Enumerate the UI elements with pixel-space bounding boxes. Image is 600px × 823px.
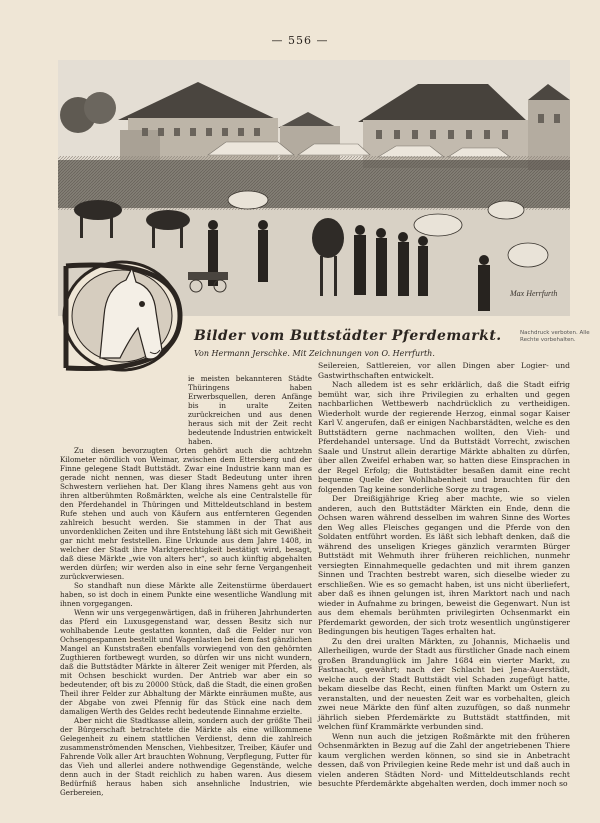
paragraph: Wenn nun auch die jetzigen Roßmärkte mit den früheren Ochsenmärkten in Bezug auf die Zahl der angetriebenen Thiere kaum verglichen werden können, so sind sie in Anbetracht dessen, daß von Privilegien keine Rede mehr ist und daß auch in vielen anderen Städten Nord- und Mitteldeutschlands recht besuchte Pferdemärkte abgehalten werden, doch immer noch so [318,731,570,788]
text-column-left [60,374,312,797]
article-title: Bilder vom Buttstädter Pferdemarkt. [194,328,502,344]
paragraph: Seilereien, Sattlereien, vor allen Dingen aber Logier- und Gastwirthschaften entwickelt. [318,361,570,380]
paragraph: Wenn wir uns vergegenwärtigen, daß in früheren Jahrhunderten das Pferd ein Luxusgegenstand war, dessen Besitz sich nur wohlhabende Leute gestatten konnten, daß die Felder nur von Ochsengespannen bestellt und Wagenlasten bei dem fast gänzlichen Mangel an Kunststraßen ebenfalls vorwiegend von den gehörnten Zugthieren fortbewegt wurden, so dürfen wir uns nicht wundern, daß die Buttstädter Märkte in älterer Zeit weniger mit Pferden, als mit Ochsen beschickt wurden. Der Antrieb war aber ein so bedeutender, oft bis zu 20000 Stück, daß die Stadt, die einen großen Theil ihrer Felder zur Abhaltung der Märkte einräumen mußte, aus der Abgabe von zwei Pfennig für das Stück eine nach dem damaligen Werth des Geldes recht bedeutende Einnahme erzielte. [60,608,312,716]
reprint-notice: Nachdruck verboten. Alle Rechte vorbehalten. [520,330,590,343]
horse-head-initial-medallion [60,258,188,376]
lead-paragraph: ie meisten bekannteren Städte Thüringens haben Erwerbsquellen, deren Anfänge bis in uralte Zeiten zurückreichen und aus denen heraus sich mit der Zeit recht bedeutende Industrien entwickelt haben. [188,374,312,446]
paragraph: Der Dreißigjährige Krieg aber machte, wie so vielen anderen, auch den Buttstädter Märkten ein Ende, denn die Ochsen waren während desselben im wahren Sinne des Wortes den Weg alles Fleisches gegangen und die Pferde von den Soldaten entführt worden. Es läßt sich lebhaft denken, daß die während des unseligen Krieges gänzlich verarmten Bürger Buttstädt mit Wehmuth ihrer früheren reichlichen, nunmehr versiegten Einnahmequelle gedachten und mit ihrem ganzen Sinnen und Trachten bestrebt waren, sich dieselbe wieder zu erschließen. Wie es so gemacht haben, ist uns nicht überliefert, aber daß es ihnen gelungen ist, ihren Marktort nach und nach wieder in Aufnahme zu bringen, beweist die Gegenwart. Nun ist aus dem ehemals berühmten privilegirten Ochsenmarkt ein Pferdemarkt geworden, der sich trotz wesentlich ungünstigerer Bedingungen bis heutigen Tages erhalten hat. [318,494,570,636]
paragraph: Aber nicht die Stadtkasse allein, sondern auch der größte Theil der Bürgerschaft betrachtete die Märkte als eine willkommene Gelegenheit zu einem stattlichen Verdienst, denn die zahlreich zusammenströmenden Menschen, Viehbesitzer, Treiber, Käufer und Fahrende Volk aller Art brauchten Wohnung, Verpflegung, Futter für das Vieh und allerlei andere nothwendige Gegenstände, welche denn auch in der Stadt reichlich zu haben waren. Aus diesem Bedürfniß heraus haben sich ansehnliche Industrien, wie Gerbereien, [60,716,312,797]
paragraph: Zu diesen bevorzugten Orten gehört auch die achtzehn Kilometer nördlich von Weimar, zwischen dem Ettersberg und der Finne gelegene Stadt Buttstädt. Zwar eine Industrie kann man es gerade nicht nennen, was dieser Stadt Bedeutung unter ihren Schwestern verliehen hat. Der Klang ihres Namens geht aus von ihren altberühmten Roßmärkten, welche als eine Centralstelle für den Pferdehandel in Thüringen und Mitteldeutschland in bestem Rufe stehen und auch von Käufern aus entfernteren Gegenden zahlreich besucht werden. Sie stammen in der That aus unvordenklichen Zeiten und ihre Entstehung läßt sich mit Gewißheit gar nicht mehr feststellen. Eine Urkunde aus dem Jahre 1408, in welcher der Stadt ihre Marktgerechtigkeit bestätigt wird, besagt, daß diese Märkte „wie von alters her“, so auch künftig abgehalten werden dürfen; wir werden also in eine sehr ferne Vergangenheit zurückverwiesen. [60,446,312,581]
artist-signature: Max Herrfurth [510,289,558,298]
text-column-right [318,361,570,789]
paragraph: Nach alledem ist es sehr erklärlich, daß die Stadt eifrig bemüht war, sich ihre Privilegien zu erhalten und gegen nachbarlichen Wettbewerb nachdrücklich zu vertheidigen. Wiederholt wurde der regierende Herzog, einmal sogar Kaiser Karl V. angerufen, daß er einigen Nachbarstädten, welche es den Buttstädtern gerne nachmachen wollten, den Vieh- und Pferdehandel untersage. Und da Buttstädt Vorrecht, zwischen Saale und Unstrut allein derartige Märkte abhalten zu dürfen, über allen Zweifel erhaben war, so hatten diese Einsprachen in der Regel Erfolg; die Buttstädter besaßen damit eine recht bequeme Quelle der Wohlhabenheit und brauchten für den folgenden Tag keine sonderliche Sorge zu tragen. [318,380,570,494]
article-byline: Von Hermann Jerschke. Mit Zeichnungen von O. Herrfurth. [194,349,435,358]
paragraph: Zu den drei uralten Märkten, zu Johannis, Michaelis und Allerheiligen, wurde der Stadt aus fürstlicher Gnade nach einem großen Brandunglück im Jahre 1684 ein vierter Markt, zu Fastnacht, gewährt; nach der Schlacht bei Jena-Auerstädt, welche auch der Stadt Buttstädt viel Schaden zugefügt hatte, bekam dieselbe das Recht, einen fünften Markt um Ostern zu veranstalten, und der neuesten Zeit war es vorbehalten, gleich zwei neue Märkte den fünf alten zuzufügen, so daß nunmehr jährlich sieben Pferdemärkte zu Buttstädt stattfinden, mit welchen fünf Krammärkte verbunden sind. [318,636,570,731]
page-number: — 556 — [271,34,329,47]
paragraph: So standhaft nun diese Märkte alle Zeitenstürme überdauert haben, so ist doch in einem Punkte eine wesentliche Wandlung mit ihnen vorgegangen. [60,581,312,608]
